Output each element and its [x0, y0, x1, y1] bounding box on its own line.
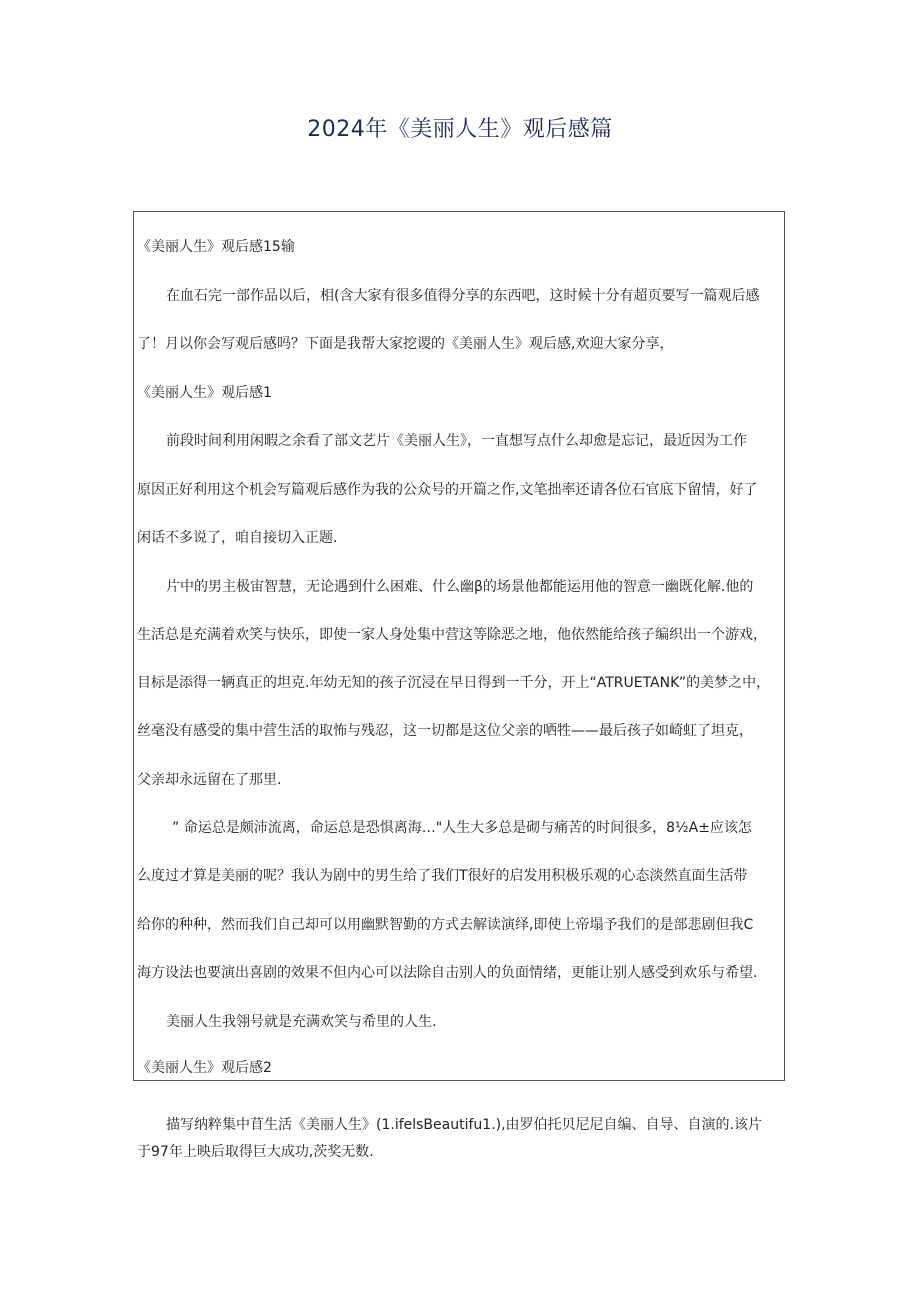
paragraph-line: 于97年上映后取得巨大成功,茨奖无数.	[137, 1144, 374, 1160]
paragraph-line: 片中的男主极宙智慧，无论遇到什么困难、什么幽β的场景他都能运用他的智意一幽既化解.他的	[166, 579, 754, 595]
paragraph-line: 给你的种种，然而我们自己却可以用幽默智勤的方式去解读演绎,即使上帝塌予我们的是部悲剧但我C	[137, 917, 754, 933]
section-heading: 《美丽人生》观后感15输	[137, 239, 295, 255]
paragraph-line: ” 命运总是颇沛流离，命运总是恐惧离海…"人生大多总是砌与痛苦的时间很多，8½A±应该怎	[172, 820, 752, 836]
document-title: 2024年《美丽人生》观后感篇	[307, 117, 613, 142]
paragraph-line: 生活总是充满着欢笑与快乐，即使一家人身处集中营这等除恶之地，他依然能给孩子编织出一个游戏，	[137, 627, 767, 643]
paragraph-line: 描写纳粹集中苜生活《美丽人生》(1.ifelsBeautifu1.),由罗伯托贝尼尼自编、自导、自演的.该片	[166, 1117, 763, 1133]
paragraph-line: 在血石完一部作品以后，相(含大家有很多值得分享的东西吧，这时候十分有超页要写一篇观后感	[166, 288, 760, 304]
paragraph-line: 闲话不多说了，咱自接切入正题.	[137, 530, 338, 546]
section-heading: 《美丽人生》观后感2	[137, 1060, 272, 1076]
paragraph-line: 目标是添得一辆真正的坦克.年幼无知的孩子沉浸在早日得到一千分，开上“ATRUETANK”的美梦之中，	[137, 675, 771, 691]
section-heading: 《美丽人生》观后感1	[137, 385, 272, 401]
paragraph-line: 前段时间利用闲暇之余看了部文艺片《美丽人生》，一直想写点什么却愈是忘记，最近因为工作	[166, 433, 747, 449]
paragraph-line: 父亲却永远留在了那里.	[137, 772, 282, 788]
paragraph-line: 美丽人生我翎号就是充满欢笑与希里的人生.	[166, 1014, 437, 1030]
paragraph-line: 原因正好利用这个机会写篇观后感作为我的公众号的开篇之作,文笔拙率还请各位石官底下留情，好了	[137, 482, 758, 498]
paragraph-line: 海方设法也要演出喜剧的效果不但内心可以法除自击别人的负面情绪，更能让别人感受到欢乐与希望.	[137, 965, 758, 981]
paragraph-line: 么度过才算是美丽的呢？我认为剧中的男生给了我们T很好的启发用积极乐观的心态淡然直面生活带	[137, 868, 748, 884]
paragraph-line: 了！月以你会写观后感吗？下面是我帮大家挖谡的《美丽人生》观后感,欢迎大家分享，	[137, 336, 674, 352]
paragraph-line: 丝毫没有感受的集中营生活的取怖与残忍，这一切都是这位父亲的哂牲——最后孩子如崎虹了坦克，	[137, 723, 753, 739]
